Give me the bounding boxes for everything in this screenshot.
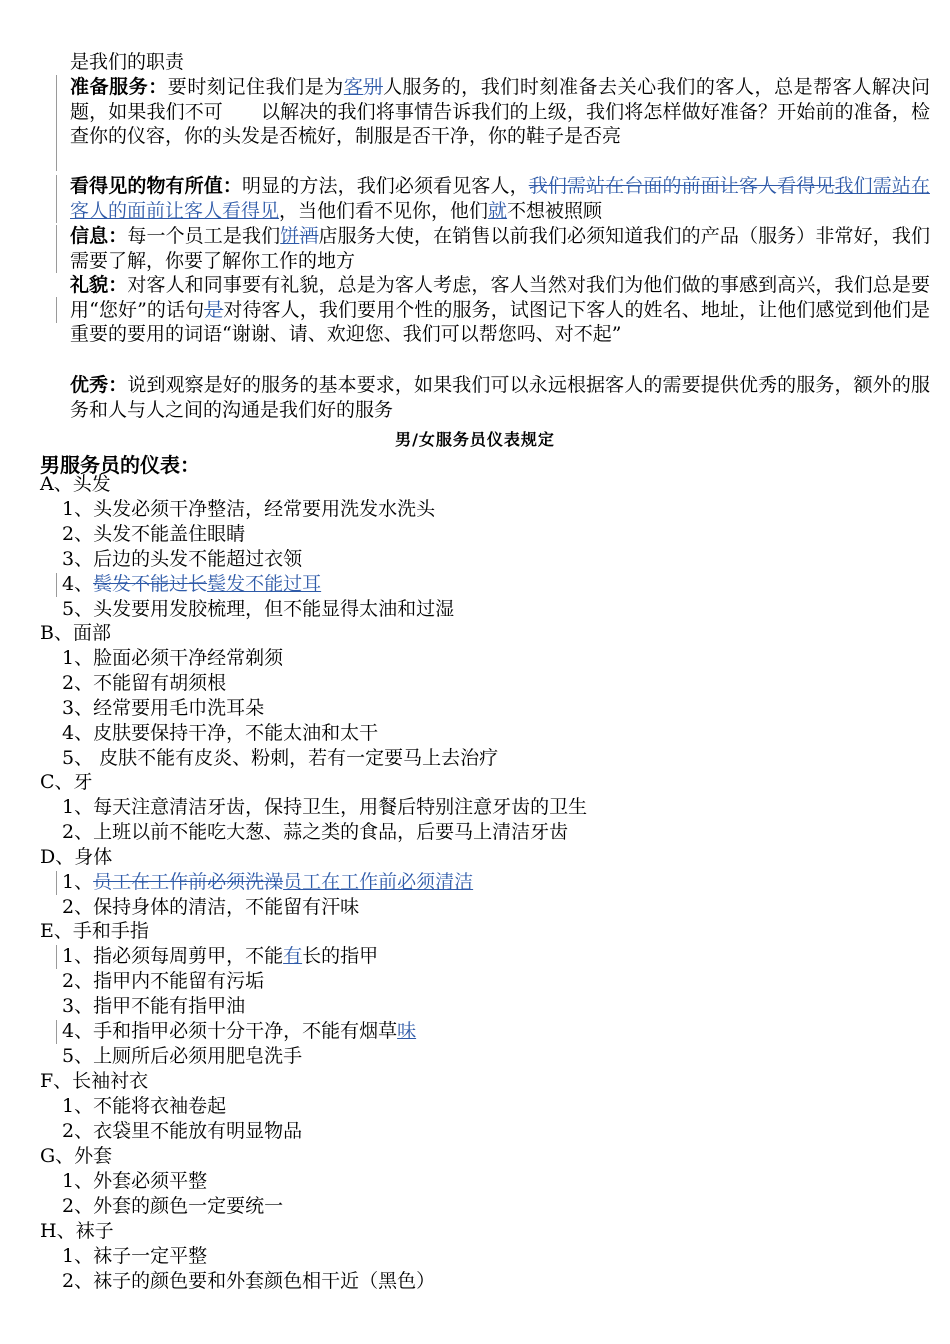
list-item: 2、指甲内不能留有污垢	[62, 970, 265, 992]
paragraph-label: 礼貌：	[70, 274, 128, 296]
revision-delete: 别	[363, 76, 383, 98]
list-item: 5、上厕所后必须用肥皂洗手	[62, 1045, 303, 1067]
revision-insert: 味	[397, 1020, 417, 1042]
list-item: 5、头发要用发胶梳理，但不能显得太油和过湿	[62, 598, 455, 620]
paragraph-label: 看得见的物有所值：	[70, 175, 243, 197]
list-item: 2、衣袋里不能放有明显物品	[62, 1120, 303, 1142]
list-item: 5、 皮肤不能有皮炎、粉刺，若有一定要马上去治疗	[62, 747, 499, 769]
paragraph-label: 优秀：	[70, 374, 128, 396]
list-item: 1、不能将衣袖卷起	[62, 1095, 227, 1117]
revision-insert: 鬓发不能过耳	[207, 573, 322, 595]
paragraph-duty: 是我们的职责	[70, 51, 185, 73]
revision-insert: 我们需站在客人的面前让客人看得见	[70, 175, 930, 222]
category-heading: E、手和手指	[40, 920, 149, 942]
list-item: 1、袜子一定平整	[62, 1245, 208, 1267]
list-item: 3、指甲不能有指甲油	[62, 995, 246, 1017]
category-heading: A、头发	[40, 473, 111, 495]
list-item: 2、不能留有胡须根	[62, 672, 227, 694]
revision-delete: 我们需站在台面的前面让客人看得见	[528, 175, 835, 197]
list-item: 1、指必须每周剪甲，不能有长的指甲	[62, 945, 379, 967]
revision-delete: 是	[204, 298, 224, 321]
revision-insert: 员工在工作前必须清洁	[283, 871, 474, 893]
list-item: 1、脸面必须干净经常剃须	[62, 647, 284, 669]
revision-delete: 酒	[299, 225, 319, 247]
change-bar	[56, 1020, 57, 1044]
male-heading: 男服务员的仪表：	[40, 453, 200, 477]
list-item: 1、外套必须平整	[62, 1170, 208, 1192]
category-heading: B、面部	[40, 622, 111, 644]
list-item: 3、后边的头发不能超过衣领	[62, 548, 303, 570]
revision-insert: 就	[488, 199, 508, 222]
list-item: 2、头发不能盖住眼睛	[62, 523, 246, 545]
revision-insert: 饼	[280, 225, 300, 247]
category-heading: D、身体	[40, 846, 113, 868]
list-item: 2、保持身体的清洁，不能留有汗味	[62, 896, 360, 918]
category-heading: H、袜子	[40, 1220, 114, 1242]
list-item: 4、手和指甲必须十分干净，不能有烟草味	[62, 1020, 417, 1042]
change-bar	[56, 573, 57, 597]
paragraph-information: 信息：每一个员工是我们饼酒店服务大使，在销售以前我们必须知道我们的产品（服务）非常好，我们需要了解，你要了解你工作的地方	[70, 225, 930, 272]
category-heading: C、牙	[40, 771, 93, 793]
list-item: 4、鬓发不能过长鬓发不能过耳	[62, 573, 322, 595]
paragraph-visible: 看得见的物有所值：明显的方法，我们必须看见客人，我们需站在台面的前面让客人看得见我们需站在客人的面前让客人看得见，当他们看不见你，他们就不想被照顾	[70, 175, 930, 222]
paragraph-preparation: 准备服务：要时刻记住我们是为客别人服务的，我们时刻准备去关心我们的客人，总是帮客人解决问题，如果我们不可 以解决的我们将事情告诉我们的上级，我们将怎样做好准备？开始前的准备，检查你的仪容，你的头发是否梳好，制服是否干净，你的鞋子是否亮	[70, 76, 930, 147]
change-bar	[56, 945, 57, 969]
list-item: 2、袜子的颜色要和外套颜色相干近（黑色）	[62, 1270, 436, 1292]
revision-insert: 有	[283, 945, 303, 967]
list-item: 4、皮肤要保持干净，不能太油和太干	[62, 722, 379, 744]
revision-insert: 客	[343, 76, 364, 98]
category-heading: G、外套	[40, 1145, 113, 1167]
list-item: 2、上班以前不能吃大葱、蒜之类的食品，后要马上清洁牙齿	[62, 821, 569, 843]
list-item: 1、头发必须干净整洁，经常要用洗发水洗头	[62, 498, 436, 520]
list-item: 1、员工在工作前必须洗澡员工在工作前必须清洁	[62, 871, 474, 893]
list-item: 2、外套的颜色一定要统一	[62, 1195, 284, 1217]
list-item: 1、每天注意清洁牙齿，保持卫生，用餐后特别注意牙齿的卫生	[62, 796, 588, 818]
change-bar	[56, 297, 57, 323]
revision-delete: 鬓发不能过长	[93, 573, 208, 595]
category-heading: F、长袖衬衣	[40, 1070, 149, 1092]
change-bar	[56, 871, 57, 895]
section-title: 男/女服务员仪表规定	[395, 430, 555, 449]
paragraph-excellence: 优秀：说到观察是好的服务的基本要求，如果我们可以永远根据客人的需要提供优秀的服务，额外的服务和人与人之间的沟通是我们好的服务	[70, 374, 930, 421]
paragraph-label: 准备服务：	[70, 76, 168, 98]
paragraph-label: 信息：	[70, 225, 128, 247]
change-bar	[56, 75, 57, 171]
change-bar	[56, 225, 57, 273]
change-bar	[56, 175, 57, 223]
paragraph-courtesy: 礼貌：对客人和同事要有礼貌，总是为客人考虑，客人当然对我们为他们做的事感到高兴，我们总是要用“您好”的话句是对待客人，我们要用个性的服务，试图记下客人的姓名、地址，让他们感觉到他们是重要的要用的词语“谢谢、请、欢迎您、我们可以帮您吗、对不起”	[70, 274, 930, 345]
list-item: 3、经常要用毛巾洗耳朵	[62, 697, 265, 719]
revision-delete: 员工在工作前必须洗澡	[93, 871, 284, 893]
